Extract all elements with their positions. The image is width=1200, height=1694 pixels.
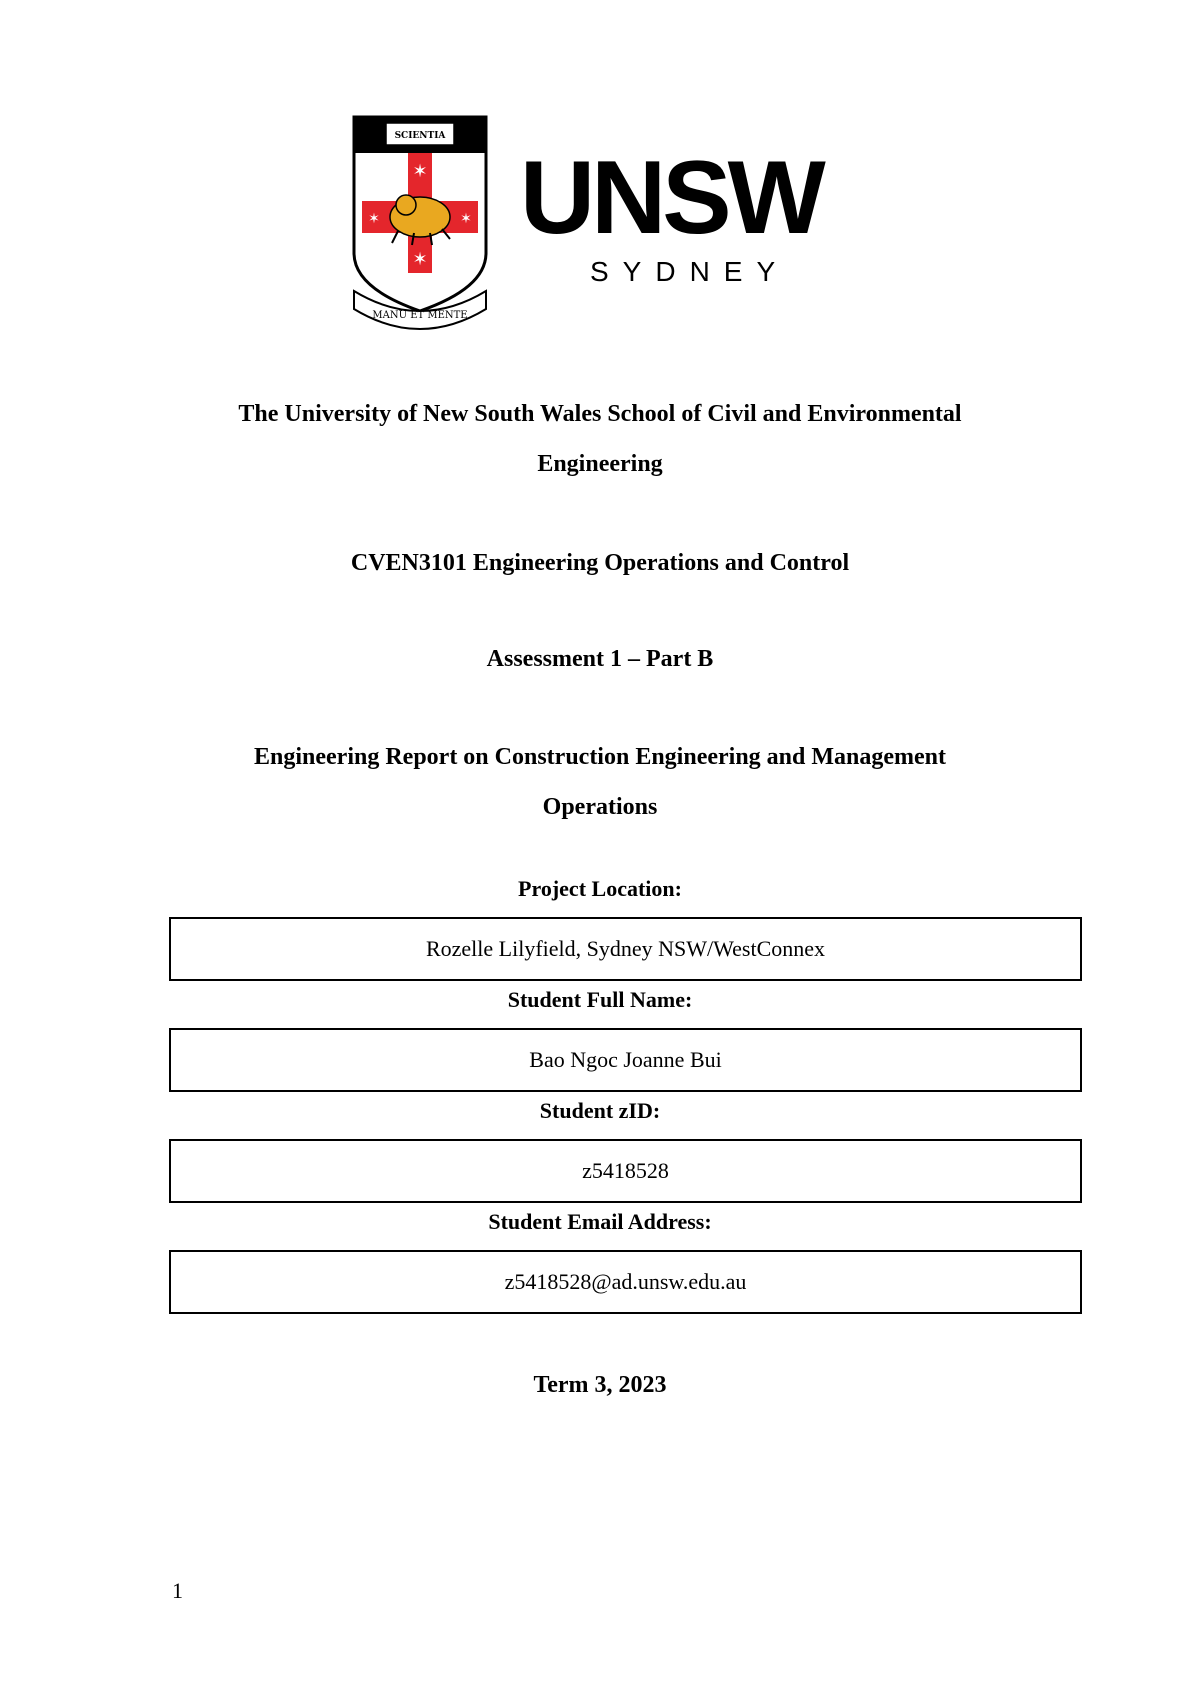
unsw-crest-icon	[350, 113, 490, 333]
svg-text:✶: ✶	[368, 212, 380, 227]
student-email-box	[169, 1250, 1082, 1314]
student-email-value: z5418528@ad.unsw.edu.au	[504, 1269, 747, 1294]
report-title-line-1: Engineering Report on Construction Engineering and Management	[253, 744, 946, 770]
unsw-logo	[350, 113, 860, 333]
assessment-title: Assessment 1 – Part B	[486, 646, 714, 672]
student-name-label: Student Full Name:	[507, 987, 693, 1012]
course-title: CVEN3101 Engineering Operations and Control	[350, 550, 850, 576]
student-email-label: Student Email Address:	[488, 1209, 712, 1234]
project-location-value: Rozelle Lilyfield, Sydney NSW/WestConnex	[425, 936, 826, 961]
student-zid-box	[169, 1139, 1082, 1203]
unsw-wordmark	[520, 143, 860, 293]
wordmark-text: UNSW	[520, 143, 822, 256]
subwordmark-text: SYDNEY	[590, 256, 790, 287]
student-name-value: Bao Ngoc Joanne Bui	[529, 1047, 722, 1072]
student-name-box	[169, 1028, 1082, 1092]
report-title-line-2: Operations	[542, 794, 658, 820]
student-zid-label: Student zID:	[539, 1098, 661, 1123]
institution-line-2: Engineering	[537, 451, 663, 477]
project-location-box	[169, 917, 1082, 981]
project-location-label: Project Location:	[518, 876, 682, 901]
motto-bottom: MANU ET MENTE	[372, 310, 468, 321]
svg-text:✶: ✶	[460, 212, 472, 227]
svg-text:✶: ✶	[412, 249, 428, 269]
term-label: Term 3, 2023	[533, 1372, 667, 1398]
student-zid-value: z5418528	[582, 1158, 669, 1183]
institution-line-1: The University of New South Wales School of Civil and Environmental	[238, 401, 962, 427]
page-number: 1	[172, 1578, 183, 1603]
svg-text:✶: ✶	[412, 161, 428, 181]
motto-top: SCIENTIA	[394, 131, 446, 141]
